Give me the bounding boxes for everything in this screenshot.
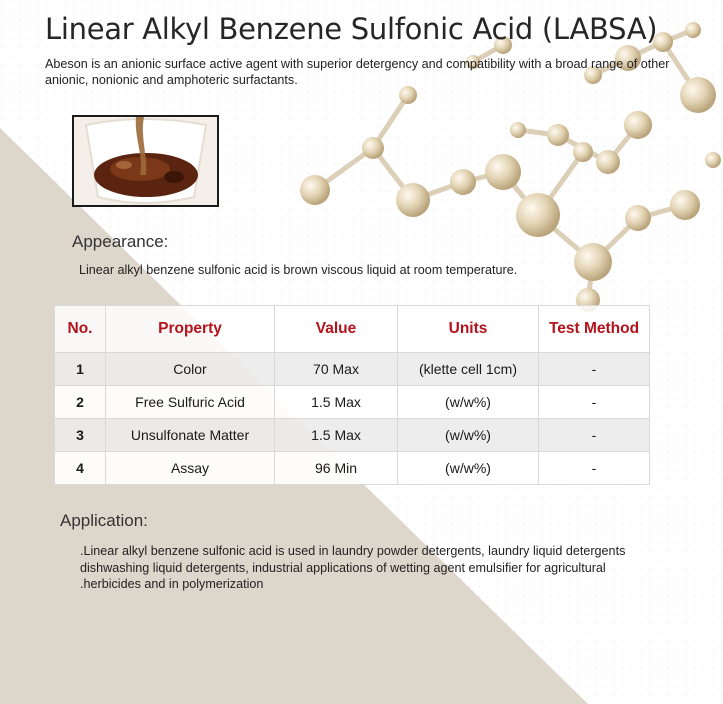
cell-units: (w/w%) [398,419,539,452]
page-title: Linear Alkyl Benzene Sulfonic Acid (LABSA) [45,12,658,46]
appearance-text: Linear alkyl benzene sulfonic acid is brown viscous liquid at room temperature. [79,263,518,277]
cell-test-method: - [539,419,650,452]
appearance-heading: Appearance: [72,232,169,251]
table-row [55,452,650,485]
table-row [55,419,650,452]
specification-table [54,305,650,485]
header-property: Property [106,306,275,353]
product-photo [72,115,219,207]
cell-units: (klette cell 1cm) [398,353,539,386]
table-header-row [55,306,650,353]
cell-value: 1.5 Max [275,386,398,419]
cell-value: 1.5 Max [275,419,398,452]
cell-property: Color [106,353,275,386]
cell-test-method: - [539,353,650,386]
cell-units: (w/w%) [398,452,539,485]
cell-no: 4 [55,452,106,485]
application-heading: Application: [60,511,148,530]
cell-no: 1 [55,353,106,386]
cell-test-method: - [539,386,650,419]
cell-no: 3 [55,419,106,452]
cell-property: Unsulfonate Matter [106,419,275,452]
cell-no: 2 [55,386,106,419]
intro-paragraph: Abeson is an anionic surface active agent with superior detergency and compatibility with a broad range of other anionic, nonionic and amphoteric surfactants. [45,57,670,87]
cell-value: 96 Min [275,452,398,485]
cell-property: Assay [106,452,275,485]
application-text: .Linear alkyl benzene sulfonic acid is used in laundry powder detergents, laundry liquid detergents dishwashing liquid detergents, industrial applications of wetting agent emulsifier for agricultural .herbicides and in polymerization [80,544,626,591]
header-test-method: Test Method [539,306,650,353]
header-value: Value [275,306,398,353]
header-no: No. [55,306,106,353]
cell-property: Free Sulfuric Acid [106,386,275,419]
table-row [55,353,650,386]
header-units: Units [398,306,539,353]
cell-units: (w/w%) [398,386,539,419]
cell-test-method: - [539,452,650,485]
cell-value: 70 Max [275,353,398,386]
table-row [55,386,650,419]
